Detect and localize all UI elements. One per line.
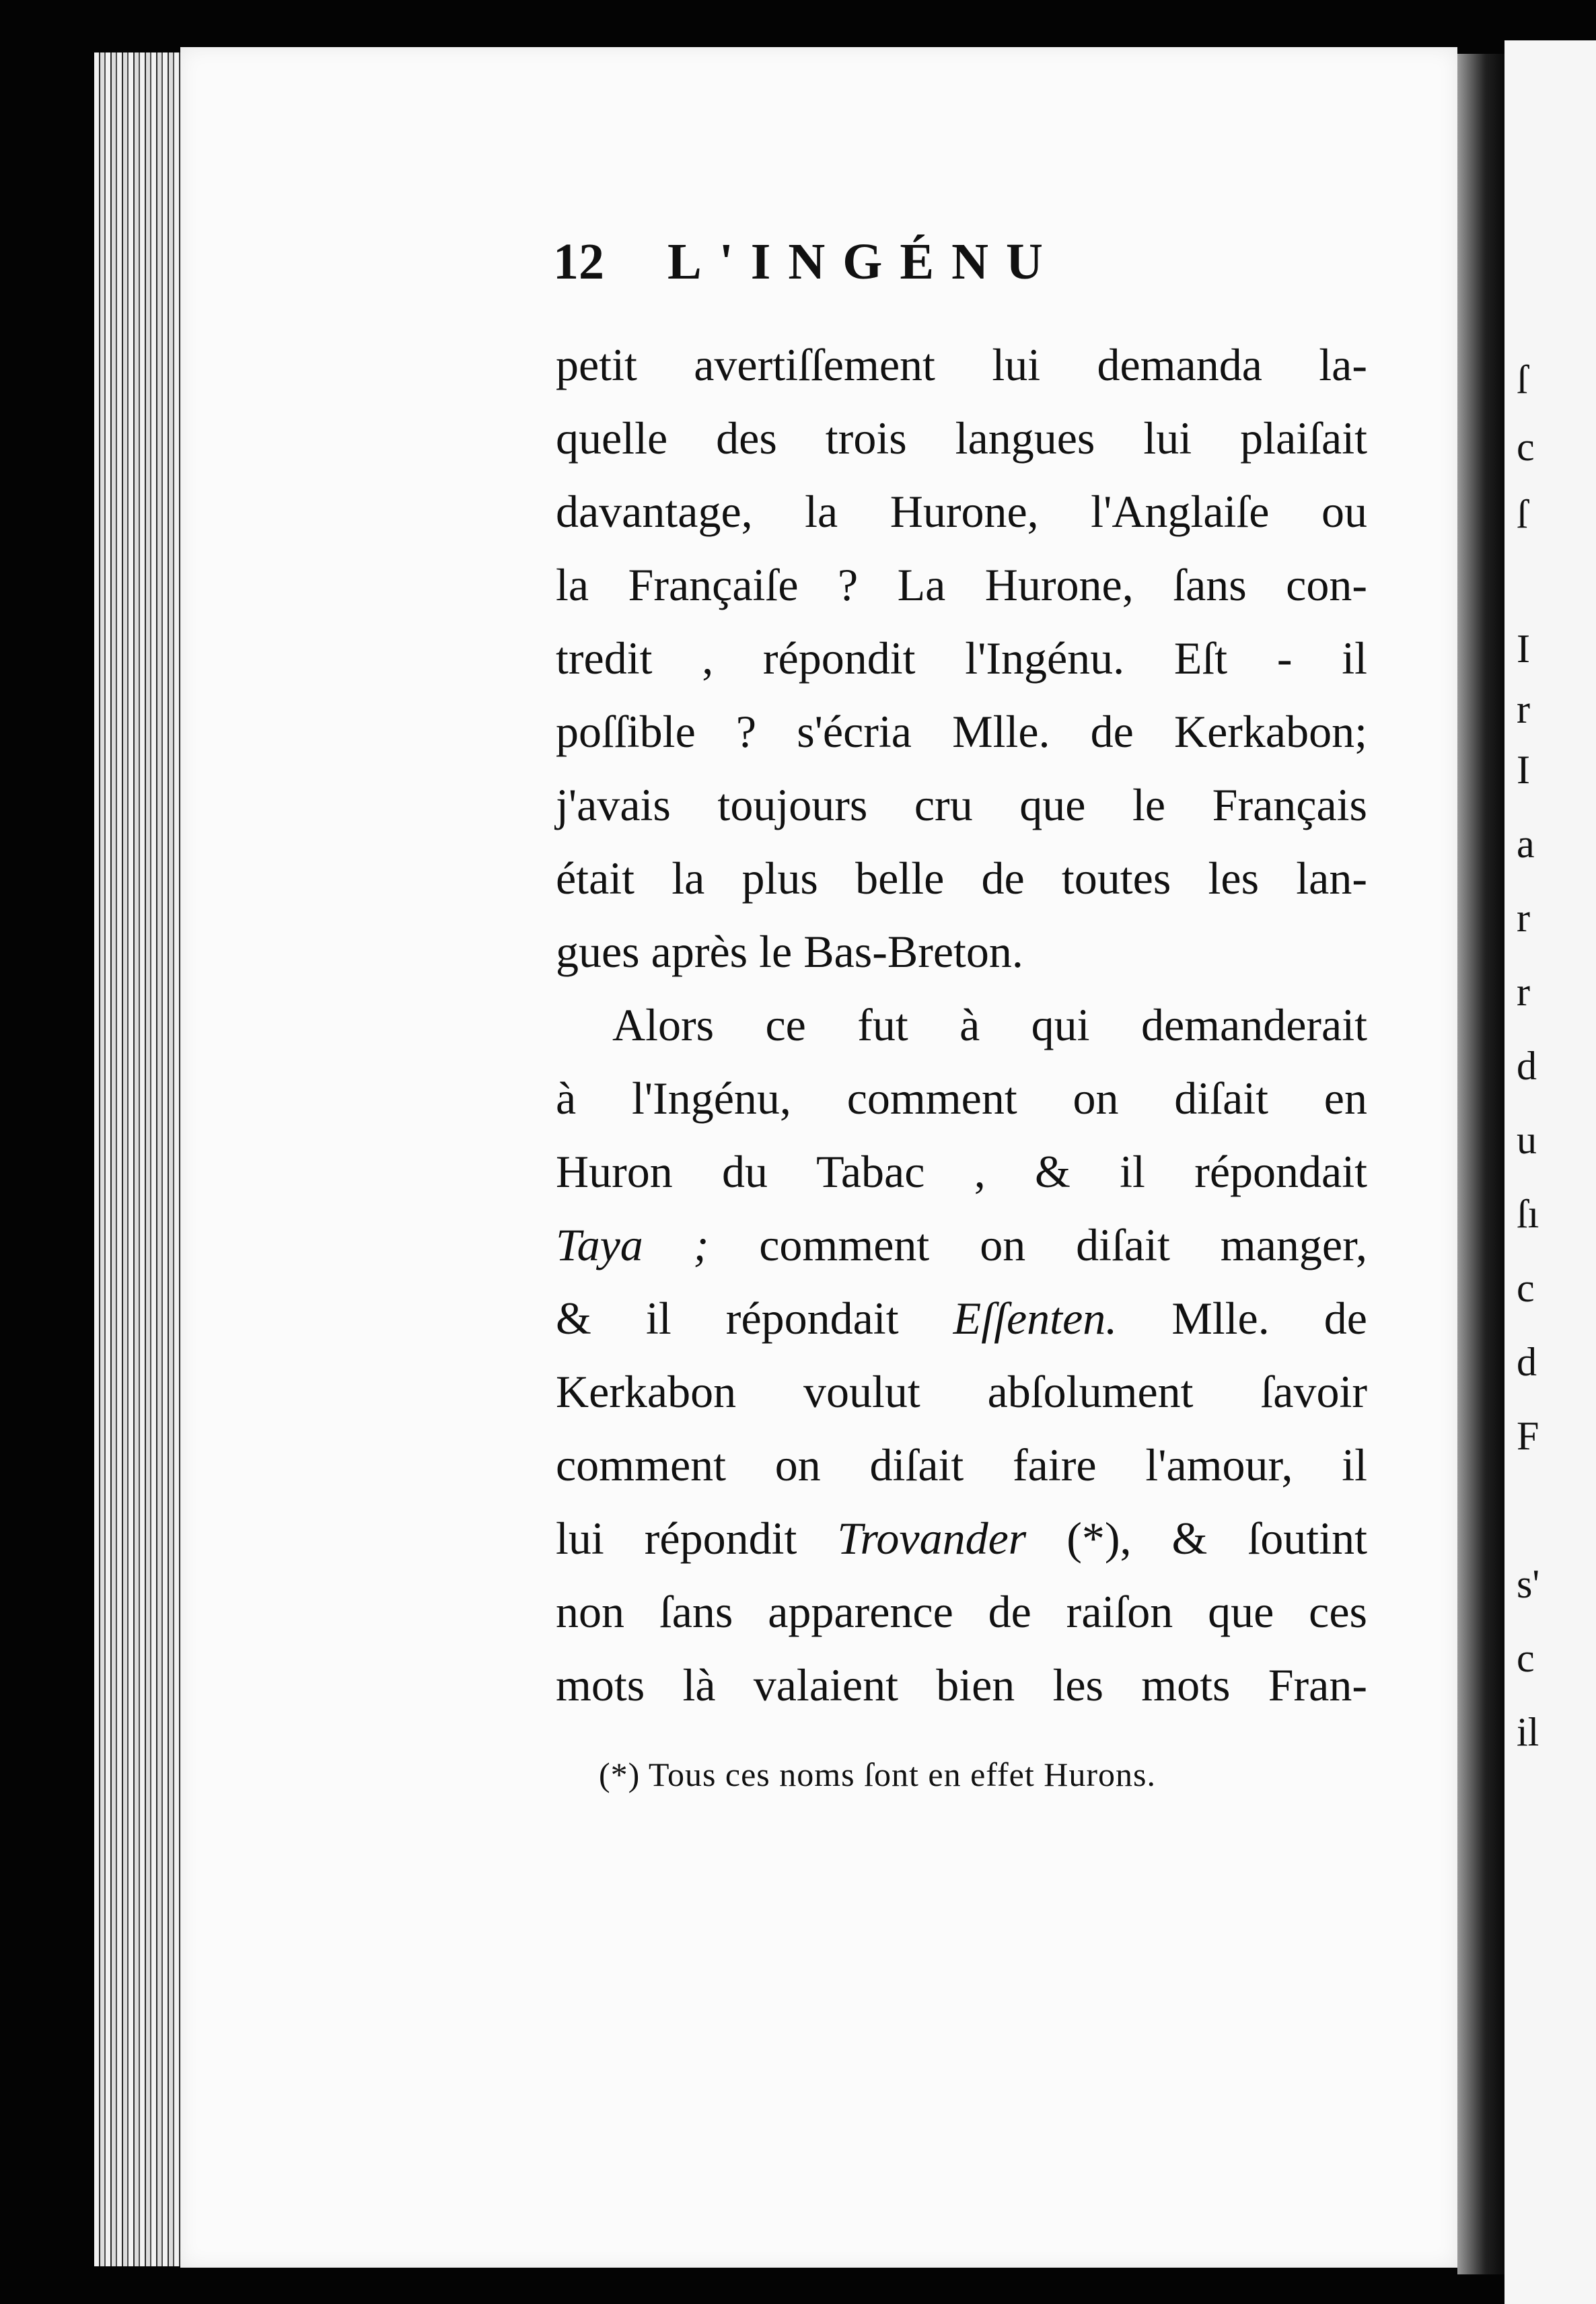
facing-fragment: I <box>1517 626 1530 671</box>
footnote: (*) Tous ces noms ſont en effet Hurons. <box>599 1756 1156 1793</box>
text-line: Kerkabon voulut abſolument ſavoir <box>556 1366 1367 1417</box>
facing-fragment: d <box>1517 1340 1537 1384</box>
facing-fragment: r <box>1517 687 1530 731</box>
text-line: & il répondait Eſſenten. Mlle. de <box>556 1293 1367 1344</box>
huron-word-trovander: Trovander <box>837 1513 1027 1564</box>
text-line: petit avertiſſement lui demanda la- <box>556 339 1367 390</box>
text-line: était la plus belle de toutes les lan- <box>556 853 1367 904</box>
text-line: comment on diſait faire l'amour, il <box>556 1439 1367 1490</box>
book-title: L'INGÉNU <box>667 233 1060 290</box>
text-line: davantage, la Hurone, l'Anglaiſe ou <box>556 486 1367 537</box>
facing-fragment: r <box>1517 970 1530 1014</box>
text-line: poſſible ? s'écria Mlle. de Kerkabon; <box>556 706 1367 757</box>
facing-fragment: r <box>1517 896 1530 940</box>
text-line: Huron du Tabac , & il répondait <box>556 1146 1367 1197</box>
text-line: à l'Ingénu, comment on diſait en <box>556 1073 1367 1124</box>
facing-fragment: I <box>1517 748 1530 792</box>
huron-word-essenten: Eſſenten. <box>953 1293 1118 1344</box>
text-line: j'avais toujours cru que le Français <box>556 779 1367 830</box>
facing-fragment: F <box>1517 1414 1539 1458</box>
facing-fragment: c <box>1517 425 1535 469</box>
text-line: quelle des trois langues lui plaiſait <box>556 412 1367 464</box>
huron-word-taya: Taya ; <box>556 1219 709 1270</box>
facing-fragment: c <box>1517 1636 1535 1680</box>
running-head <box>553 233 1226 291</box>
text-line: lui répondit Trovander (*), & ſoutint <box>556 1513 1367 1564</box>
facing-fragment: d <box>1517 1044 1537 1088</box>
facing-fragment: il <box>1517 1710 1539 1754</box>
text-line: mots là valaient bien les mots Fran- <box>556 1659 1367 1711</box>
text-line: non ſans apparence de raiſon que ces <box>556 1586 1367 1637</box>
text-line: gues après le Bas-Breton. <box>556 926 1023 977</box>
facing-fragment: c <box>1517 1266 1535 1310</box>
text-line: tredit , répondit l'Ingénu. Eſt - il <box>556 633 1367 684</box>
facing-fragment: ſ <box>1517 357 1528 402</box>
facing-fragment: ſ <box>1517 492 1528 536</box>
text-line: Alors ce fut à qui demanderait <box>612 999 1367 1050</box>
text-line: la Françaiſe ? La Hurone, ſans con- <box>556 559 1367 610</box>
facing-fragment: s' <box>1517 1562 1540 1606</box>
facing-fragment: u <box>1517 1118 1537 1162</box>
page-number: 12 <box>553 233 604 290</box>
facing-fragment: ſı <box>1517 1192 1539 1236</box>
page-gutter-shadow <box>1457 54 1504 2274</box>
facing-fragment: a <box>1517 822 1535 866</box>
facing-page-fragment <box>1504 40 1596 2304</box>
body-text <box>556 328 1367 1722</box>
text-line: Taya ; comment on diſait manger, <box>556 1219 1367 1270</box>
